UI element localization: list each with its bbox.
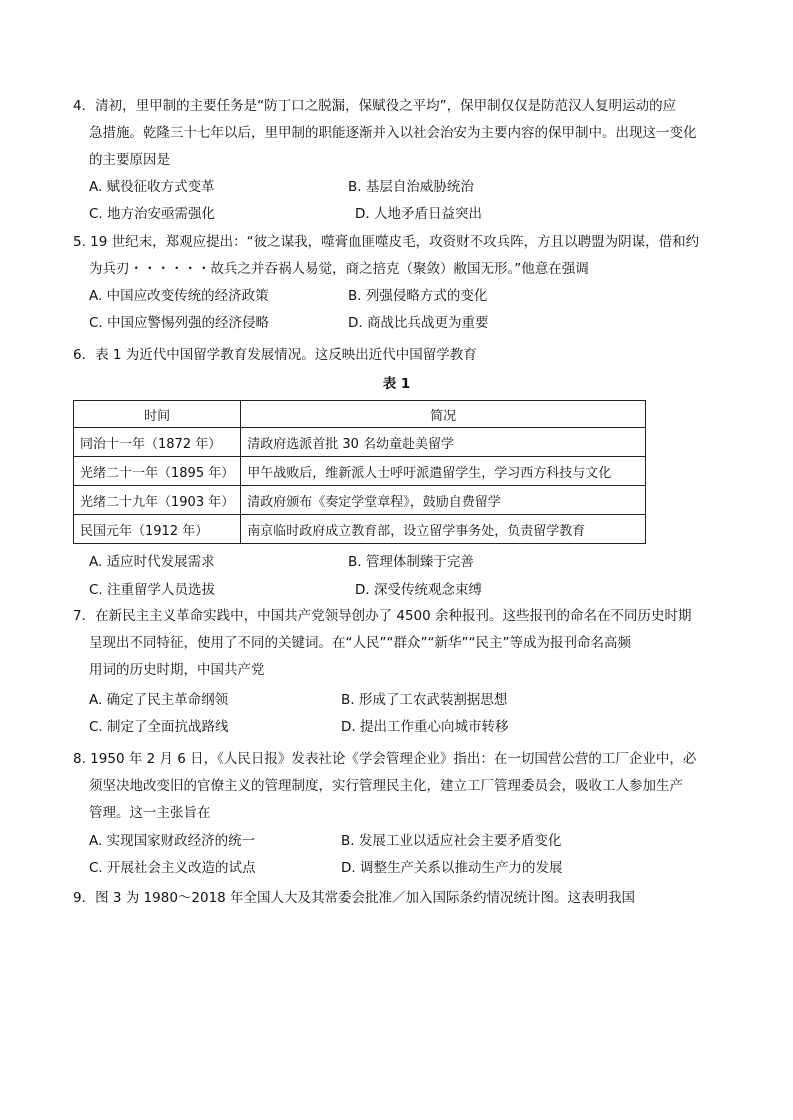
table-cell-summary: 清政府颁布《奏定学堂章程》，鼓励自费留学: [241, 486, 646, 515]
table-row: [74, 428, 646, 457]
table-cell-time: 民国元年（1912 年）: [74, 515, 241, 544]
q7-line-2: 呈现出不同特征，使用了不同的关键词。在“人民”“群众”“新华”“民主”等成为报刊命名高频: [89, 635, 631, 651]
table-cell-summary: 甲午战败后，维新派人士呼吁派遣留学生，学习西方科技与文化: [241, 457, 646, 486]
q4-line-1: 4．清初，里甲制的主要任务是“防丁口之脱漏，保赋役之平均”，保甲制仅仅是防范汉人复明运动的应: [73, 98, 677, 114]
q5-option-b[interactable]: B. 列强侵略方式的变化: [348, 288, 488, 304]
table-cell-summary: 清政府选派首批 30 名幼童赴美留学: [241, 428, 646, 457]
q5-line-2: 为兵刃・・・・・・故兵之并吞祸人易觉，商之掊克（聚敛）敝国无形。”他意在强调: [89, 261, 589, 277]
q8-option-d[interactable]: D. 调整生产关系以推动生产力的发展: [341, 860, 563, 876]
q4-option-c[interactable]: C. 地方治安亟需强化: [89, 206, 216, 222]
q4-line-3: 的主要原因是: [89, 152, 170, 168]
q6-option-a[interactable]: A. 适应时代发展需求: [89, 554, 215, 570]
q5-option-d[interactable]: D. 商战比兵战更为重要: [348, 315, 489, 331]
q5-line-1: 5. 19 世纪末，郑观应提出：“彼之谋我，噬膏血匪噬皮毛，攻资财不攻兵阵，方且以聘盟为阴谋，借和约: [73, 234, 700, 250]
q7-option-d[interactable]: D. 提出工作重心向城市转移: [341, 719, 509, 735]
table-header-summary: 简况: [241, 401, 646, 428]
table-header-row: [74, 401, 646, 428]
table-caption: 表 1: [382, 376, 411, 392]
q8-option-a[interactable]: A. 实现国家财政经济的统一: [89, 833, 256, 849]
q8-option-b[interactable]: B. 发展工业以适应社会主要矛盾变化: [341, 833, 562, 849]
q4-line-2: 急措施。乾隆三十七年以后，里甲制的职能逐渐并入以社会治安为主要内容的保甲制中。出现这一变化: [89, 125, 697, 141]
q7-line-1: 7．在新民主主义革命实践中，中国共产党领导创办了 4500 余种报刊。这些报刊的命名在不同历史时期: [73, 608, 692, 624]
q8-option-c[interactable]: C. 开展社会主义改造的试点: [89, 860, 256, 876]
q8-line-2: 须坚决地改变旧的官僚主义的管理制度，实行管理民主化，建立工厂管理委员会，吸收工人参加生产: [89, 778, 683, 794]
q7-option-b[interactable]: B. 形成了工农武装割据思想: [341, 692, 508, 708]
table-row: [74, 515, 646, 544]
q4-option-b[interactable]: B. 基层自治威胁统治: [348, 179, 474, 195]
q8-line-1: 8. 1950 年 2 月 6 日，《人民日报》发表社论《学会管理企业》指出：在一切国营公营的工厂企业中，必: [73, 751, 697, 767]
table-cell-time: 光绪二十九年（1903 年）: [74, 486, 241, 515]
q7-option-a[interactable]: A. 确定了民主革命纲领: [89, 692, 229, 708]
q7-line-3: 用词的历史时期，中国共产党: [89, 662, 265, 678]
table-header-time: 时间: [74, 401, 241, 428]
q5-option-c[interactable]: C. 中国应警惕列强的经济侵略: [89, 315, 270, 331]
table-cell-summary: 南京临时政府成立教育部，设立留学事务处，负责留学教育: [241, 515, 646, 544]
table-row: [74, 457, 646, 486]
q6-line-1: 6．表 1 为近代中国留学教育发展情况。这反映出近代中国留学教育: [73, 347, 477, 363]
q6-option-d[interactable]: D. 深受传统观念束缚: [355, 582, 482, 598]
table-row: [74, 486, 646, 515]
q8-line-3: 管理。这一主张旨在: [89, 805, 211, 821]
q6-option-c[interactable]: C. 注重留学人员选拔: [89, 582, 216, 598]
q5-option-a[interactable]: A. 中国应改变传统的经济政策: [89, 288, 269, 304]
q4-option-a[interactable]: A. 赋役征收方式变革: [89, 179, 215, 195]
table-cell-time: 同治十一年（1872 年）: [74, 428, 241, 457]
q7-option-c[interactable]: C. 制定了全面抗战路线: [89, 719, 229, 735]
table-cell-time: 光绪二十一年（1895 年）: [74, 457, 241, 486]
q6-option-b[interactable]: B. 管理体制臻于完善: [348, 554, 474, 570]
q9-line-1: 9．图 3 为 1980～2018 年全国人大及其常委会批准／加入国际条约情况统计图。这表明我国: [73, 890, 636, 906]
q4-option-d[interactable]: D. 人地矛盾日益突出: [355, 206, 482, 222]
study-abroad-table: [73, 400, 646, 544]
